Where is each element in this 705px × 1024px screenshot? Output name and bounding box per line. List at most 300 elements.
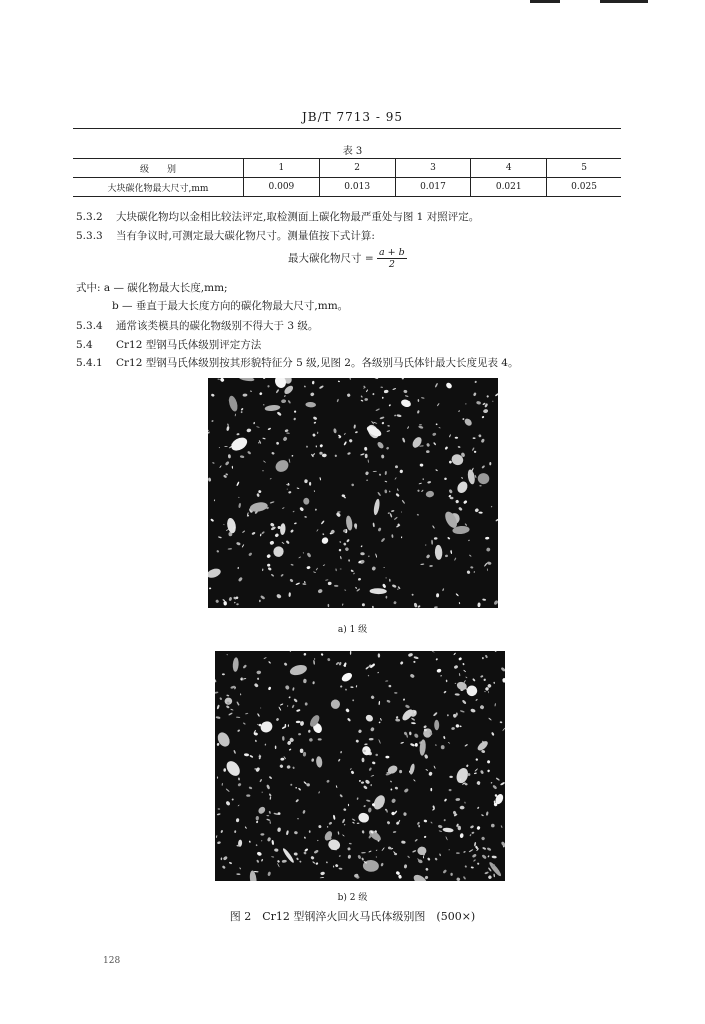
- clause-5-3-2: 5.3.2 大块碳化物均以金相比较法评定,取检测面上碳化物最严重处与图 1 对照评定。: [76, 211, 480, 223]
- carbide-particle: [313, 849, 318, 854]
- carbide-particle: [226, 705, 230, 709]
- carbide-particle: [439, 853, 441, 856]
- carbide-particle: [338, 380, 340, 382]
- carbide-particle: [401, 840, 406, 844]
- carbide-particle: [318, 825, 322, 829]
- carbide-particle: [264, 743, 266, 745]
- carbide-particle: [492, 784, 497, 789]
- carbide-particle: [226, 654, 228, 656]
- carbide-particle: [336, 399, 339, 403]
- carbide-particle: [417, 489, 420, 492]
- carbide-particle: [399, 469, 403, 473]
- carbide-particle: [451, 727, 455, 730]
- where-b: b — 垂直于最大长度方向的碳化物最大尺寸,mm。: [112, 300, 349, 312]
- carbide-particle: [436, 668, 441, 673]
- carbide-particle: [458, 657, 462, 661]
- carbide-particle: [236, 717, 240, 719]
- carbide-particle: [254, 871, 259, 873]
- carbide-particle: [217, 841, 221, 844]
- carbide-particle: [333, 815, 336, 820]
- carbide-particle: [372, 606, 374, 608]
- carbide-particle: [337, 511, 340, 513]
- carbide-particle: [310, 392, 315, 397]
- carbide-particle: [268, 661, 271, 664]
- carbide-particle: [455, 693, 460, 696]
- carbide-particle: [365, 666, 369, 670]
- carbide-particle: [470, 708, 476, 713]
- carbide-particle: [407, 855, 410, 858]
- carbide-particle: [293, 417, 296, 420]
- carbide-particle: [289, 748, 292, 751]
- carbide-particle: [312, 433, 316, 437]
- carbide-particle: [340, 685, 343, 688]
- carbide-particle: [225, 800, 231, 806]
- carbide-particle: [280, 703, 284, 706]
- carbide-particle: [234, 602, 236, 604]
- carbide-particle: [377, 492, 381, 497]
- carbide-particle: [493, 874, 495, 878]
- carbide-particle: [435, 423, 437, 425]
- carbide-particle: [242, 664, 247, 669]
- carbide-particle: [398, 874, 402, 879]
- carbide-particle: [303, 552, 305, 554]
- carbide-particle: [491, 506, 493, 508]
- carbide-particle: [458, 826, 461, 830]
- carbide-particle: [494, 703, 495, 706]
- carbide-particle: [256, 670, 261, 674]
- carbide-particle: [372, 761, 376, 764]
- carbide-particle: [489, 462, 491, 466]
- carbide-particle: [312, 861, 315, 864]
- carbide-particle: [250, 390, 252, 392]
- carbide-particle: [316, 529, 318, 532]
- carbide-particle: [280, 523, 286, 535]
- carbide-particle: [236, 818, 240, 822]
- carbide-particle: [313, 660, 315, 665]
- carbide-particle: [261, 531, 265, 535]
- carbide-particle: [338, 549, 341, 552]
- carbide-particle: [230, 708, 234, 710]
- carbide-particle: [264, 404, 280, 411]
- carbide-particle: [229, 435, 250, 453]
- carbide-particle: [370, 588, 387, 594]
- carbide-particle: [215, 691, 219, 694]
- carbide-particle: [319, 477, 321, 481]
- carbide-particle: [298, 787, 301, 790]
- carbide-particle: [484, 562, 488, 566]
- carbide-particle: [425, 867, 429, 871]
- carbide-particle: [267, 385, 269, 388]
- carbide-particle: [216, 716, 221, 719]
- carbide-particle: [417, 514, 420, 516]
- carbide-particle: [483, 409, 489, 414]
- carbide-particle: [425, 490, 434, 498]
- carbide-particle: [267, 567, 271, 571]
- carbide-particle: [270, 501, 275, 504]
- carbide-particle: [286, 540, 290, 544]
- carbide-particle: [465, 403, 467, 405]
- carbide-particle: [245, 713, 248, 715]
- carbide-particle: [271, 840, 274, 845]
- carbide-particle: [342, 603, 344, 606]
- carbide-particle: [379, 416, 384, 419]
- carbide-particle: [409, 763, 416, 775]
- carbide-particle: [315, 508, 317, 511]
- carbide-particle: [368, 675, 370, 677]
- carbide-particle: [284, 395, 286, 397]
- carbide-particle: [461, 477, 463, 479]
- carbide-particle: [445, 554, 449, 557]
- carbide-particle: [217, 776, 218, 778]
- carbide-particle: [395, 718, 400, 721]
- carbide-particle: [432, 432, 437, 436]
- carbide-particle: [256, 426, 260, 427]
- carbide-particle: [294, 410, 297, 413]
- carbide-particle: [348, 439, 353, 444]
- carbide-particle: [391, 510, 395, 513]
- carbide-particle: [309, 738, 314, 742]
- carbide-particle: [408, 653, 414, 658]
- carbide-particle: [389, 513, 392, 518]
- carbide-particle: [478, 434, 482, 438]
- carbide-particle: [420, 563, 424, 564]
- carbide-particle: [362, 830, 365, 834]
- carbide-particle: [259, 719, 275, 734]
- carbide-particle: [238, 503, 241, 508]
- carbide-particle: [276, 718, 280, 722]
- carbide-particle: [459, 725, 461, 727]
- carbide-particle: [492, 401, 493, 402]
- carbide-particle: [456, 877, 461, 881]
- carbide-particle: [276, 442, 279, 445]
- carbide-particle: [431, 540, 433, 545]
- carbide-particle: [481, 416, 484, 419]
- carbide-particle: [316, 445, 317, 447]
- carbide-particle: [277, 860, 280, 863]
- carbide-particle: [304, 516, 307, 518]
- carbide-particle: [347, 452, 351, 455]
- carbide-particle: [449, 776, 453, 779]
- carbide-particle: [410, 673, 416, 678]
- carbide-particle: [378, 527, 382, 532]
- carbide-particle: [370, 784, 372, 786]
- carbide-particle: [340, 671, 353, 683]
- subfigure-a-caption: a) 1 级: [337, 625, 368, 635]
- carbide-particle: [403, 812, 407, 816]
- carbide-particle: [256, 851, 262, 856]
- carbide-particle: [269, 793, 272, 797]
- carbide-particle: [317, 588, 323, 593]
- carbide-particle: [430, 821, 433, 824]
- carbide-particle: [386, 821, 390, 825]
- carbide-particle: [289, 578, 293, 582]
- carbide-particle: [208, 429, 210, 432]
- carbide-particle: [343, 441, 347, 446]
- carbide-particle: [368, 767, 372, 771]
- carbide-particle: [312, 381, 315, 385]
- carbide-particle: [224, 759, 243, 779]
- carbide-particle: [343, 808, 346, 811]
- carbide-particle: [456, 852, 460, 853]
- carbide-particle: [486, 395, 489, 398]
- carbide-particle: [339, 855, 341, 857]
- fraction: $\frac{a + b}{2}$: [378, 247, 405, 270]
- carbide-particle: [217, 379, 220, 380]
- carbide-particle: [384, 480, 387, 482]
- carbide-particle: [323, 564, 326, 566]
- carbide-particle: [219, 447, 220, 448]
- carbide-particle: [418, 825, 419, 828]
- carbide-particle: [467, 469, 476, 485]
- carbide-particle: [363, 785, 368, 790]
- carbide-particle: [389, 490, 391, 492]
- carbide-particle: [253, 422, 255, 425]
- carbide-particle: [417, 846, 427, 856]
- carbide-particle: [316, 756, 323, 768]
- carbide-particle: [432, 525, 435, 529]
- carbide-particle: [296, 487, 299, 489]
- carbide-particle: [226, 694, 229, 696]
- carbide-particle: [412, 850, 416, 853]
- carbide-particle: [280, 574, 284, 577]
- carbide-particle: [492, 855, 497, 858]
- carbide-particle: [238, 378, 255, 382]
- carbide-particle: [474, 842, 477, 847]
- carbide-particle: [415, 743, 418, 747]
- carbide-particle: [238, 577, 243, 582]
- carbide-particle: [464, 802, 465, 804]
- carbide-particle: [403, 698, 406, 701]
- carbide-particle: [479, 485, 481, 486]
- carbide-particle: [293, 698, 298, 703]
- carbide-particle: [364, 447, 368, 451]
- carbide-particle: [246, 794, 250, 796]
- carbide-particle: [374, 378, 379, 379]
- carbide-particle: [304, 653, 307, 656]
- formula: 最大碳化物尺寸 = $\frac{a + b}{2}$: [288, 247, 405, 270]
- carbide-particle: [263, 404, 265, 406]
- carbide-particle: [238, 804, 240, 806]
- carbide-particle: [338, 868, 342, 870]
- carbide-particle: [469, 849, 474, 853]
- carbide-particle: [394, 477, 396, 480]
- carbide-particle: [303, 679, 307, 684]
- carbide-particle: [215, 679, 217, 683]
- carbide-particle: [401, 500, 405, 505]
- carbide-particle: [477, 472, 491, 485]
- carbide-particle: [392, 584, 397, 588]
- carbide-particle: [348, 559, 350, 562]
- carbide-particle: [273, 812, 278, 815]
- carbide-particle: [273, 458, 290, 475]
- carbide-particle: [286, 765, 291, 770]
- carbide-particle: [487, 875, 492, 880]
- carbide-particle: [279, 764, 284, 769]
- carbide-particle: [223, 768, 226, 772]
- carbide-particle: [327, 838, 341, 851]
- carbide-particle: [313, 421, 316, 423]
- carbide-particle: [229, 862, 233, 865]
- carbide-particle: [288, 491, 291, 494]
- carbide-particle: [269, 821, 270, 824]
- carbide-particle: [263, 378, 266, 379]
- carbide-particle: [473, 392, 477, 396]
- carbide-particle: [346, 539, 350, 543]
- carbide-particle: [450, 873, 452, 876]
- carbide-particle: [263, 657, 266, 660]
- carbide-particle: [286, 830, 289, 835]
- carbide-particle: [320, 536, 329, 545]
- carbide-particle: [267, 564, 270, 567]
- carbide-particle: [483, 678, 486, 681]
- carbide-particle: [285, 685, 290, 690]
- carbide-particle: [455, 480, 469, 495]
- carbide-particle: [263, 460, 266, 463]
- carbide-particle: [458, 507, 463, 512]
- carbide-particle: [382, 583, 386, 588]
- carbide-particle: [258, 490, 261, 493]
- carbide-particle: [372, 522, 374, 527]
- carbide-particle: [495, 518, 498, 521]
- carbide-particle: [448, 789, 451, 792]
- carbide-particle: [386, 446, 390, 450]
- carbide-particle: [405, 395, 409, 397]
- carbide-particle: [280, 758, 284, 761]
- carbide-particle: [381, 422, 384, 425]
- carbide-particle: [209, 587, 211, 589]
- carbide-particle: [401, 536, 402, 538]
- carbide-particle: [290, 529, 294, 533]
- carbide-particle: [447, 714, 449, 716]
- carbide-particle: [453, 665, 458, 670]
- carbide-particle: [270, 526, 276, 531]
- carbide-particle: [435, 383, 439, 388]
- carbide-particle: [249, 755, 253, 759]
- carbide-particle: [500, 721, 503, 723]
- carbide-particle: [277, 863, 280, 867]
- carbide-particle: [349, 843, 352, 845]
- carbide-particle: [390, 788, 392, 790]
- carbide-particle: [210, 518, 214, 522]
- carbide-particle: [306, 783, 310, 787]
- carbide-particle: [338, 759, 341, 762]
- carbide-particle: [284, 662, 288, 666]
- carbide-particle: [476, 758, 479, 761]
- carbide-particle: [449, 434, 451, 437]
- carbide-particle: [327, 658, 330, 662]
- carbide-particle: [228, 454, 231, 458]
- carbide-particle: [486, 547, 491, 552]
- carbide-particle: [476, 780, 481, 785]
- carbide-particle: [386, 430, 390, 432]
- carbide-particle: [353, 424, 356, 428]
- carbide-particle: [357, 822, 360, 824]
- carbide-particle: [473, 437, 476, 439]
- carbide-particle: [272, 545, 286, 559]
- carbide-particle: [262, 437, 266, 439]
- carbide-particle: [356, 797, 358, 800]
- carbide-particle: [423, 725, 427, 729]
- carbide-particle: [215, 599, 219, 603]
- table-cell: 大块碳化物最大尺寸,mm: [73, 178, 244, 197]
- carbide-particle: [222, 783, 223, 786]
- carbide-particle: [352, 699, 354, 701]
- carbide-particle: [302, 810, 305, 814]
- figure-caption: 图 2 Cr12 型钢淬火回火马氏体级别图 (500×): [229, 910, 476, 923]
- carbide-particle: [305, 402, 316, 408]
- carbide-particle: [418, 399, 420, 402]
- carbide-particle: [237, 783, 241, 787]
- carbide-particle: [304, 479, 308, 483]
- carbide-particle: [355, 431, 358, 434]
- carbide-particle: [236, 481, 240, 486]
- carbide-particle: [493, 600, 498, 606]
- carbide-particle: [363, 860, 380, 873]
- carbide-particle: [361, 857, 364, 861]
- carbide-particle: [306, 566, 310, 570]
- carbide-particle: [353, 572, 355, 574]
- table-cell: 0.021: [471, 178, 547, 197]
- clause-5-4: 5.4 Cr12 型钢马氏体级别评定方法: [76, 339, 262, 351]
- carbide-particle: [313, 416, 318, 420]
- carbide-particle: [304, 581, 306, 583]
- carbide-particle: [345, 708, 350, 713]
- carbide-particle: [400, 742, 404, 745]
- carbide-particle: [434, 537, 438, 540]
- carbide-particle: [500, 667, 505, 672]
- carbide-particle: [268, 686, 272, 690]
- carbide-particle: [495, 651, 498, 652]
- carbide-particle: [481, 465, 485, 469]
- carbide-particle: [444, 446, 448, 450]
- carbide-particle: [404, 788, 410, 793]
- carbide-particle: [292, 510, 294, 512]
- carbide-particle: [266, 815, 269, 817]
- carbide-particle: [482, 657, 484, 659]
- carbide-particle: [240, 693, 242, 695]
- carbide-particle: [238, 777, 240, 780]
- carbide-particle: [448, 742, 451, 744]
- carbide-particle: [326, 779, 330, 783]
- carbide-particle: [320, 871, 325, 875]
- carbide-particle: [387, 425, 390, 426]
- carbide-particle: [237, 729, 240, 732]
- carbide-particle: [459, 673, 461, 676]
- carbide-particle: [271, 574, 275, 577]
- carbide-particle: [417, 822, 420, 826]
- carbide-particle: [227, 395, 239, 413]
- carbide-particle: [432, 651, 435, 653]
- carbide-particle: [396, 414, 401, 417]
- carbide-particle: [296, 709, 301, 712]
- carbide-particle: [385, 596, 387, 599]
- carbide-particle: [313, 571, 316, 573]
- carbide-particle: [347, 854, 351, 859]
- carbide-particle: [366, 479, 368, 480]
- carbide-particle: [444, 798, 448, 802]
- carbide-particle: [455, 683, 457, 684]
- carbide-particle: [238, 497, 240, 498]
- carbide-particle: [222, 865, 226, 869]
- carbide-particle: [288, 724, 290, 727]
- carbide-particle: [371, 566, 376, 571]
- carbide-particle: [216, 550, 219, 553]
- carbide-particle: [491, 782, 493, 784]
- carbide-particle: [371, 775, 375, 777]
- carbide-particle: [460, 806, 465, 810]
- carbide-particle: [256, 820, 259, 823]
- carbide-particle: [269, 797, 271, 800]
